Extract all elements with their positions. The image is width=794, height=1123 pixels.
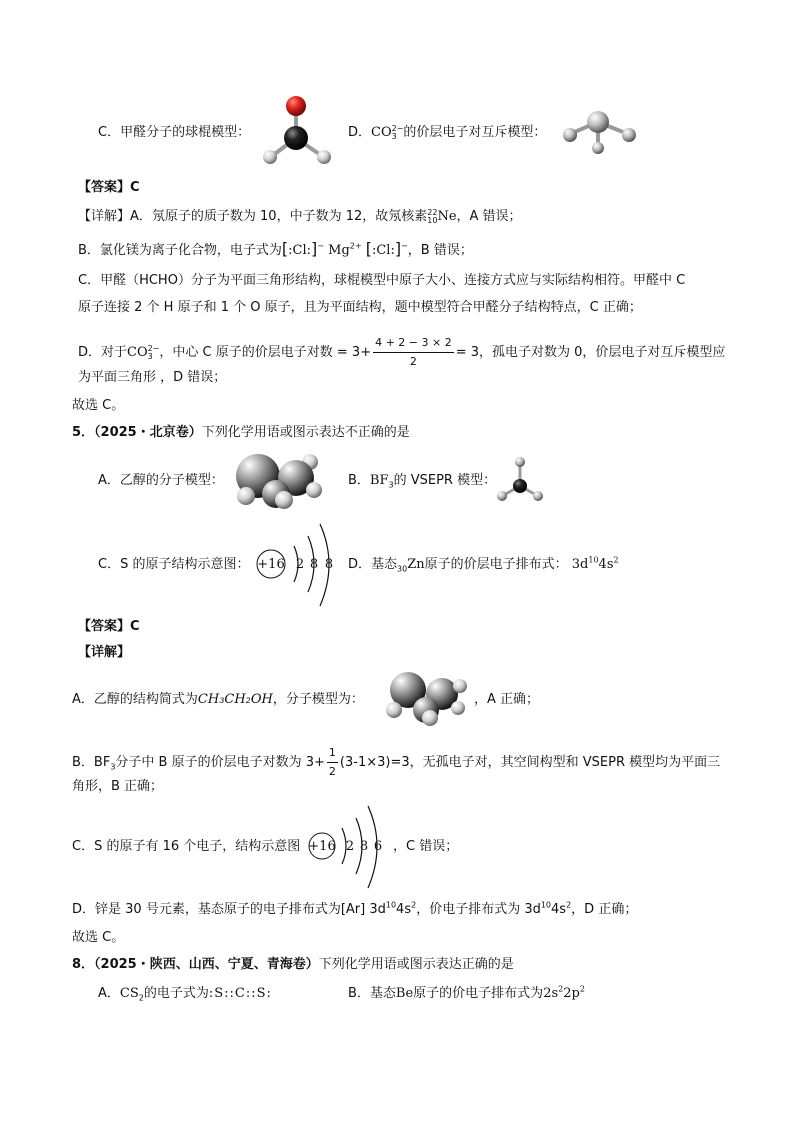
q5-option-d: D．基态$_{30}$Zn原子的价层电子排布式： $3d^{10}4s^2$ <box>348 555 619 574</box>
q4-detail-b: B．氯化镁为离子化合物，电子式为[:Cl:]− $Mg^{2+}$ [:Cl:]−，B 错误； <box>78 239 473 258</box>
carbon-atom <box>284 126 308 150</box>
q5-detail-c-end: ，C 错误； <box>393 839 459 854</box>
co3-vsepr-model <box>560 108 642 156</box>
q4-option-c-label: C．甲醛分子的球棍模型： <box>98 125 251 140</box>
q4-conclusion: 故选 C。 <box>72 398 125 413</box>
q4-detail-d: D．对于CO 2− 3 ，中心 C 原子的价层电子对数 = 3+ $\frac{4 + 2 - 3 \times 2}{2}$ = 3，孤电子对数为 0，价层电子对互斥模型应 <box>78 336 726 368</box>
svg-text:2: 2 <box>295 557 305 572</box>
svg-text:+16: +16 <box>308 839 336 854</box>
q5-detail-title: 【详解】 <box>78 645 131 660</box>
q8-option-b: B．基态Be原子的价电子排布式为$2s^22p^2$ <box>348 984 585 1001</box>
svg-text:+16: +16 <box>257 557 285 572</box>
q5-answer: 【答案】C <box>78 619 140 634</box>
q4-detail-c-line1: C．甲醛（HCHO）分子为平面三角形结构，球棍模型中原子大小、连接方式应与实际结构相符。甲醛中 C <box>78 273 686 288</box>
hydrogen-atom <box>263 150 277 164</box>
q5-detail-b-line2: 角形，B 正确； <box>72 779 164 794</box>
q4-detail-d-line2: 为平面三角形 ，D 错误； <box>78 370 227 385</box>
q5-detail-b: B．$BF_3$分子中 B 原子的价层电子对数为 3+ $\frac{1}{2}$ (3-1×3)=3，无孤电子对，其空间构型和 VSEPR 模型均为平面三 <box>72 746 721 778</box>
q5-detail-a-end: ，A 正确； <box>474 692 540 707</box>
q4-detail-a: 【详解】A．氖原子的质子数为 10，中子数为 12，故氖核素 22 10 Ne，A 错误； <box>78 207 522 225</box>
q5-stem: 5．（2025・北京卷）下列化学用语或图示表达不正确的是 <box>72 425 410 440</box>
oxygen-atom <box>286 96 306 116</box>
q5-option-b: B．$BF_3$的 VSEPR 模型： <box>348 473 497 490</box>
q8-stem: 8．（2025・陕西、山西、宁夏、青海卷）下列化学用语或图示表达正确的是 <box>72 957 514 972</box>
q5-detail-a: A．乙醇的结构简式为CH₃CH₂OH，分子模型为： <box>72 692 364 707</box>
q5-option-a: A．乙醇的分子模型： <box>98 473 224 488</box>
bf3-vsepr-model <box>496 456 548 506</box>
ethanol-space-filling-model-detail <box>380 670 472 730</box>
q5-detail-d: D．锌是 30 号元素，基态原子的电子排布式为[Ar] $3d^{10}4s^2$，价电子排布式为 $3d^{10}4s^2$，D 正确； <box>72 900 638 917</box>
s-atomic-structure-diagram <box>256 520 346 610</box>
ethanol-space-filling-model <box>230 450 330 514</box>
q5-detail-c: C．S 的原子有 16 个电子，结构示意图 <box>72 839 301 854</box>
svg-text:6: 6 <box>373 839 383 854</box>
q5-option-c: C．S 的原子结构示意图： <box>98 557 250 572</box>
q5-conclusion: 故选 C。 <box>72 930 125 945</box>
svg-text:8: 8 <box>309 557 319 572</box>
svg-text:8: 8 <box>324 557 334 572</box>
formaldehyde-ball-stick-model <box>258 94 338 174</box>
q4-detail-c-line2: 原子连接 2 个 H 原子和 1 个 O 原子，且为平面结构，题中模型符合甲醛分子结构特点，C 正确； <box>78 300 642 315</box>
q4-option-d-label: D．CO 2− 3 的价层电子对互斥模型： <box>348 123 547 141</box>
svg-text:2: 2 <box>345 839 355 854</box>
q4-answer: 【答案】C <box>78 180 140 195</box>
hydrogen-atom <box>317 150 331 164</box>
s-atomic-structure-diagram-detail <box>306 802 390 892</box>
q8-option-a: A．$CS_2$的电子式为:S::C::S: <box>98 986 272 1003</box>
svg-text:8: 8 <box>359 839 369 854</box>
